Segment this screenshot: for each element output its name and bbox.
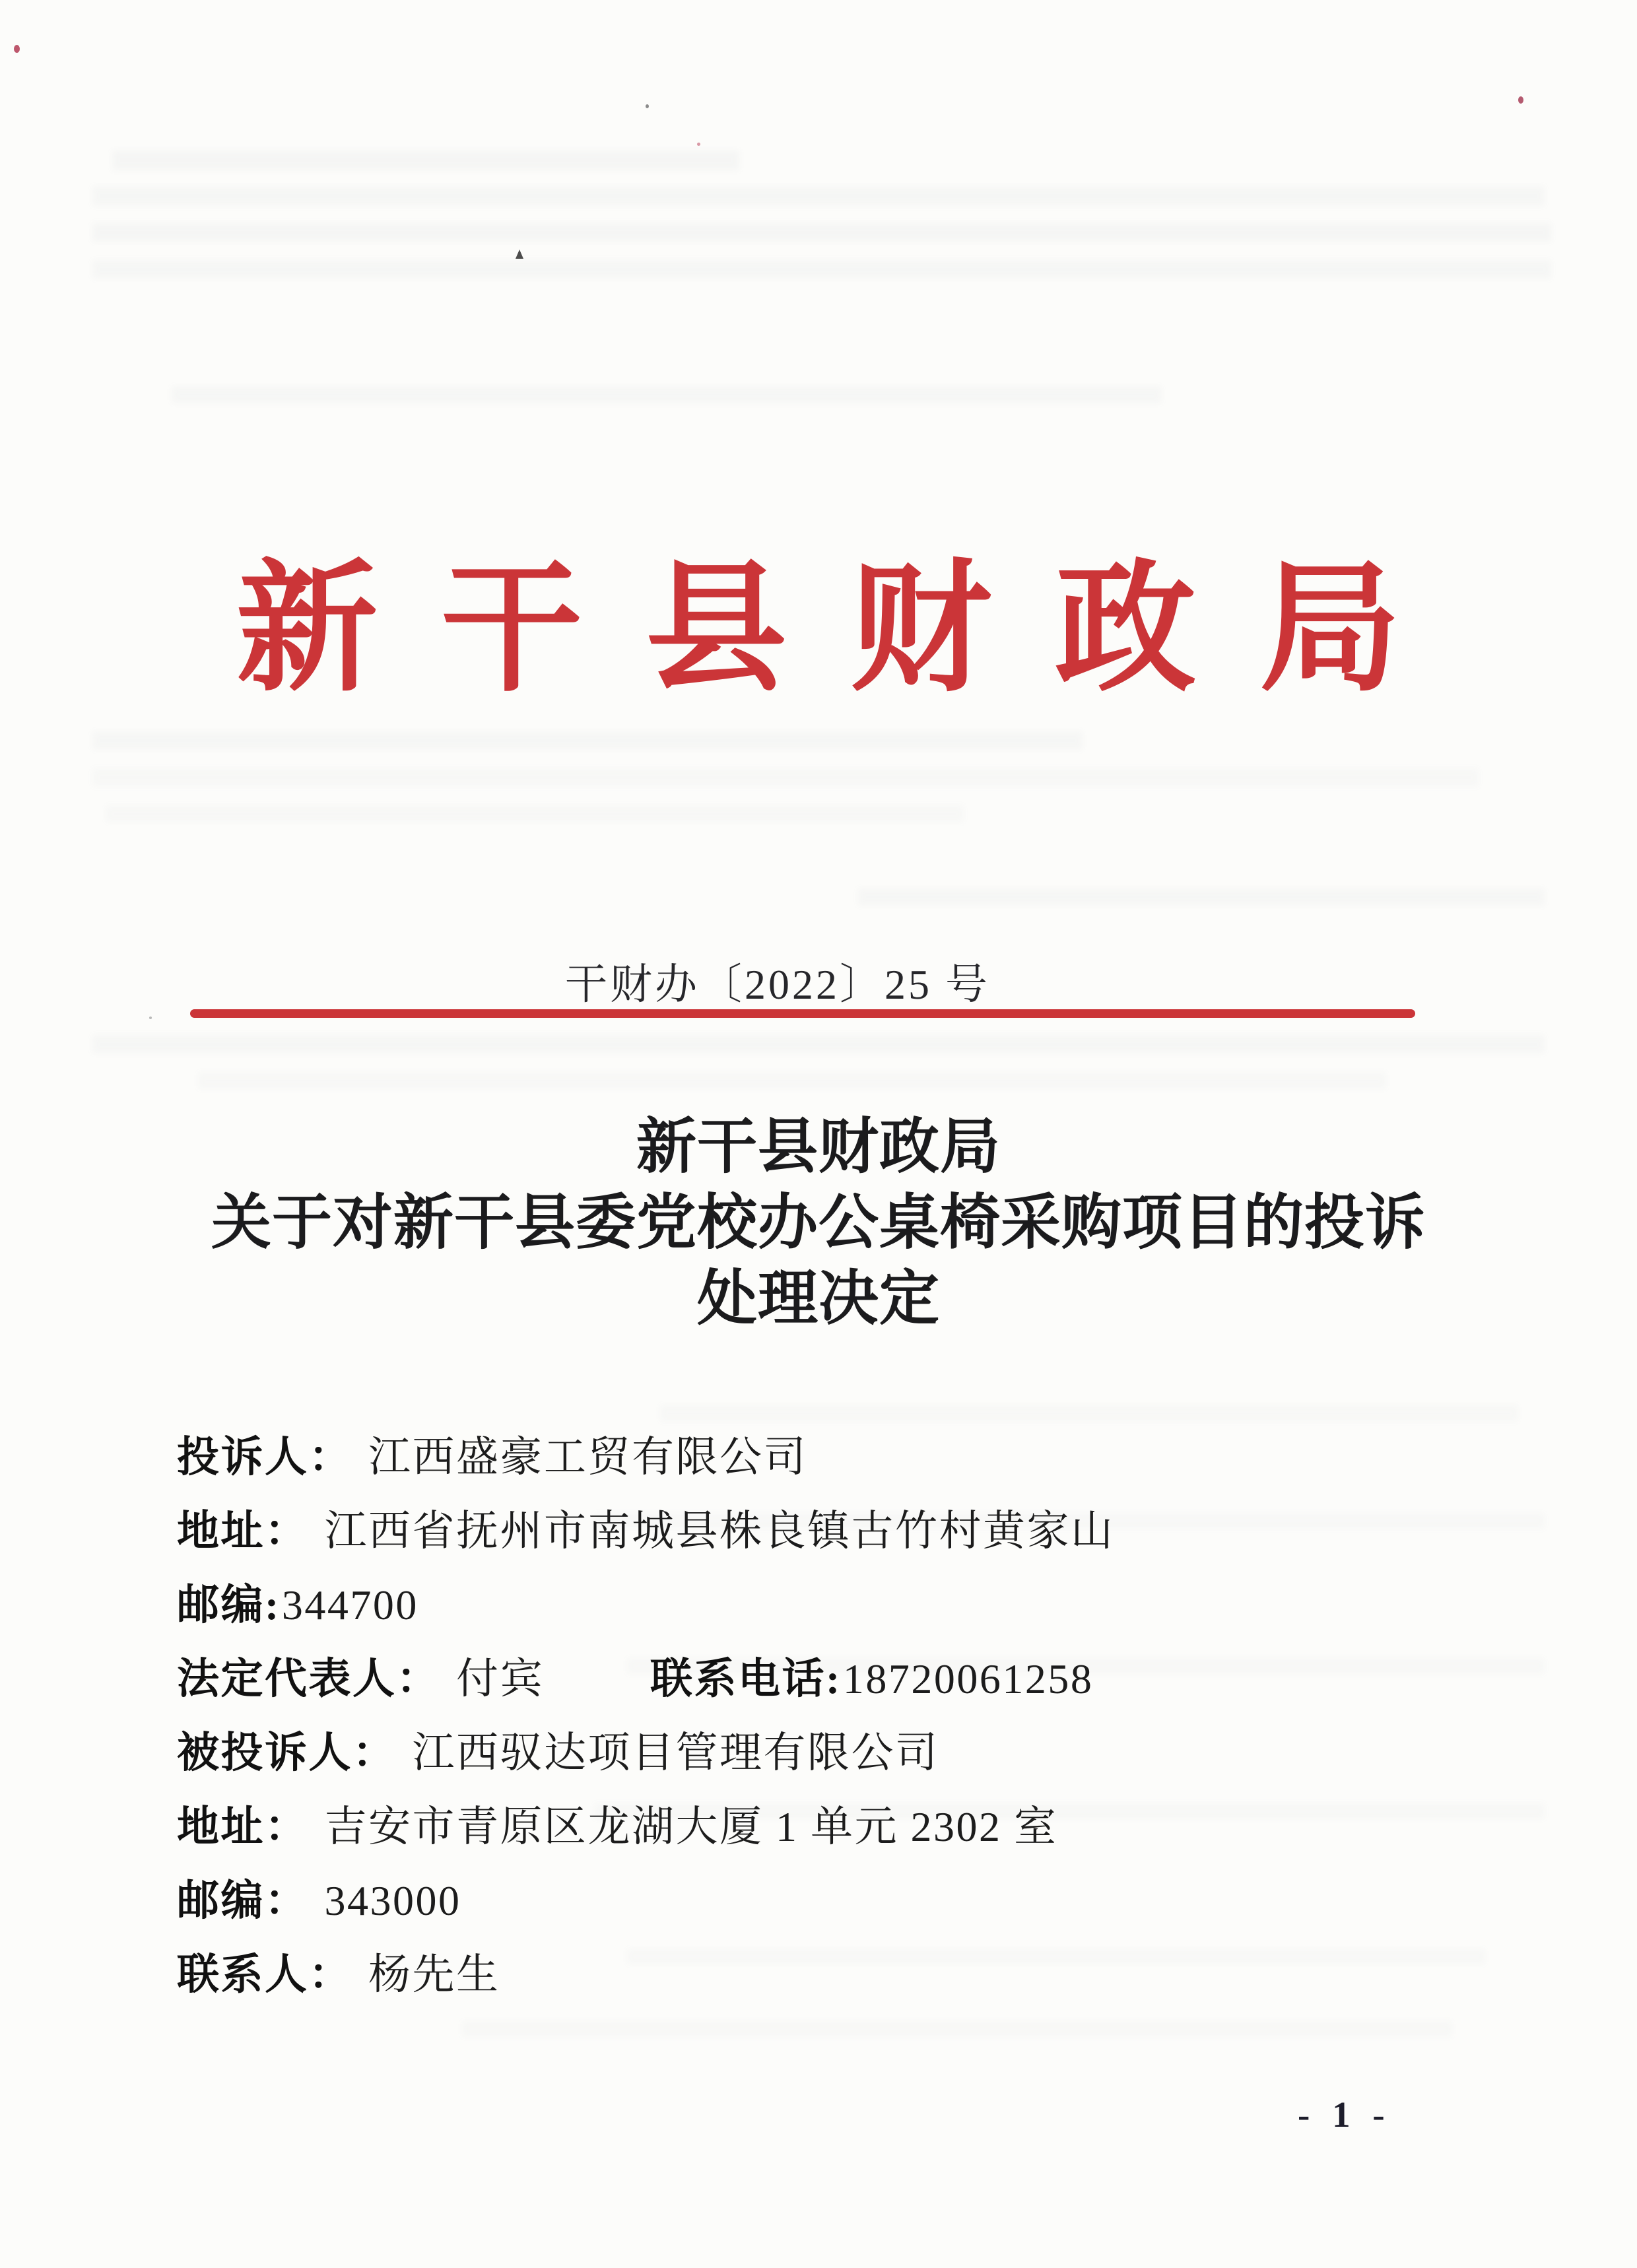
bleed-through-artifact [92,768,1479,787]
scan-speck [14,45,20,53]
field-label: 联系人： [177,1951,352,1998]
bleed-through-artifact [198,1072,1386,1089]
party-info-block [177,1420,1115,2012]
document-title [0,1109,1637,1337]
agency-masthead: 新干县财政局 [236,552,1464,708]
info-row-address-1 [177,1494,1115,1568]
info-row-legal-rep [177,1642,1115,1716]
field-value: 18720061258 [842,1655,1094,1702]
info-row-address-2 [177,1790,1115,1864]
field-value: 江西省抚州市南城县株良镇古竹村黄家山 [324,1508,1115,1554]
doc-title-line-3: 处理决定 [696,1265,940,1332]
field-value: 344700 [281,1582,418,1628]
field-label: 邮编： [177,1877,309,1924]
bleed-through-artifact [92,1035,1545,1053]
field-value: 杨先生 [368,1951,500,1998]
scan-speck [646,104,649,108]
field-label: 地址： [177,1803,309,1850]
field-label: 被投诉人： [177,1729,397,1776]
bleed-through-artifact [92,186,1545,206]
field-value: 吉安市青原区龙湖大厦 1 单元 2302 室 [324,1803,1058,1850]
bleed-through-artifact [112,150,739,170]
scan-speck [697,143,700,146]
bleed-through-artifact [92,223,1551,242]
info-row-postcode-2 [177,1864,1115,1938]
bleed-through-artifact [92,731,1083,750]
field-label: 投诉人： [177,1434,352,1481]
bleed-through-artifact [92,260,1551,279]
bleed-through-artifact [462,2021,1452,2037]
red-divider-line [190,1009,1415,1018]
scan-speck [1518,96,1523,104]
doc-title-line-2: 关于对新干县委党校办公桌椅采购项目的投诉 [211,1189,1426,1256]
document-number: 干财办〔2022〕25 号 [565,961,990,1008]
field-value: 江西盛豪工贸有限公司 [368,1434,807,1481]
doc-title-line-1: 新干县财政局 [636,1114,1001,1180]
field-label: 联系电话: [650,1655,842,1702]
info-row-contact-person [177,1938,1115,2012]
bleed-through-artifact [660,1405,1518,1422]
page-number: - 1 - [1298,2094,1391,2135]
bleed-through-artifact [858,888,1545,906]
info-row-postcode-1 [177,1568,1115,1642]
field-value: 付宾 [456,1655,544,1702]
contact-phone [650,1642,1093,1716]
field-value: 江西驭达项目管理有限公司 [412,1729,939,1776]
bleed-through-artifact [106,805,964,822]
field-value: 343000 [324,1877,461,1924]
field-label: 地址： [177,1508,309,1554]
field-label: 邮编: [177,1582,281,1628]
scan-speck [149,1017,152,1019]
bleed-through-artifact [172,386,1162,403]
info-row-complainant [177,1420,1115,1494]
ink-mark [516,250,523,259]
info-row-respondent [177,1716,1115,1790]
field-label: 法定代表人： [177,1655,440,1702]
